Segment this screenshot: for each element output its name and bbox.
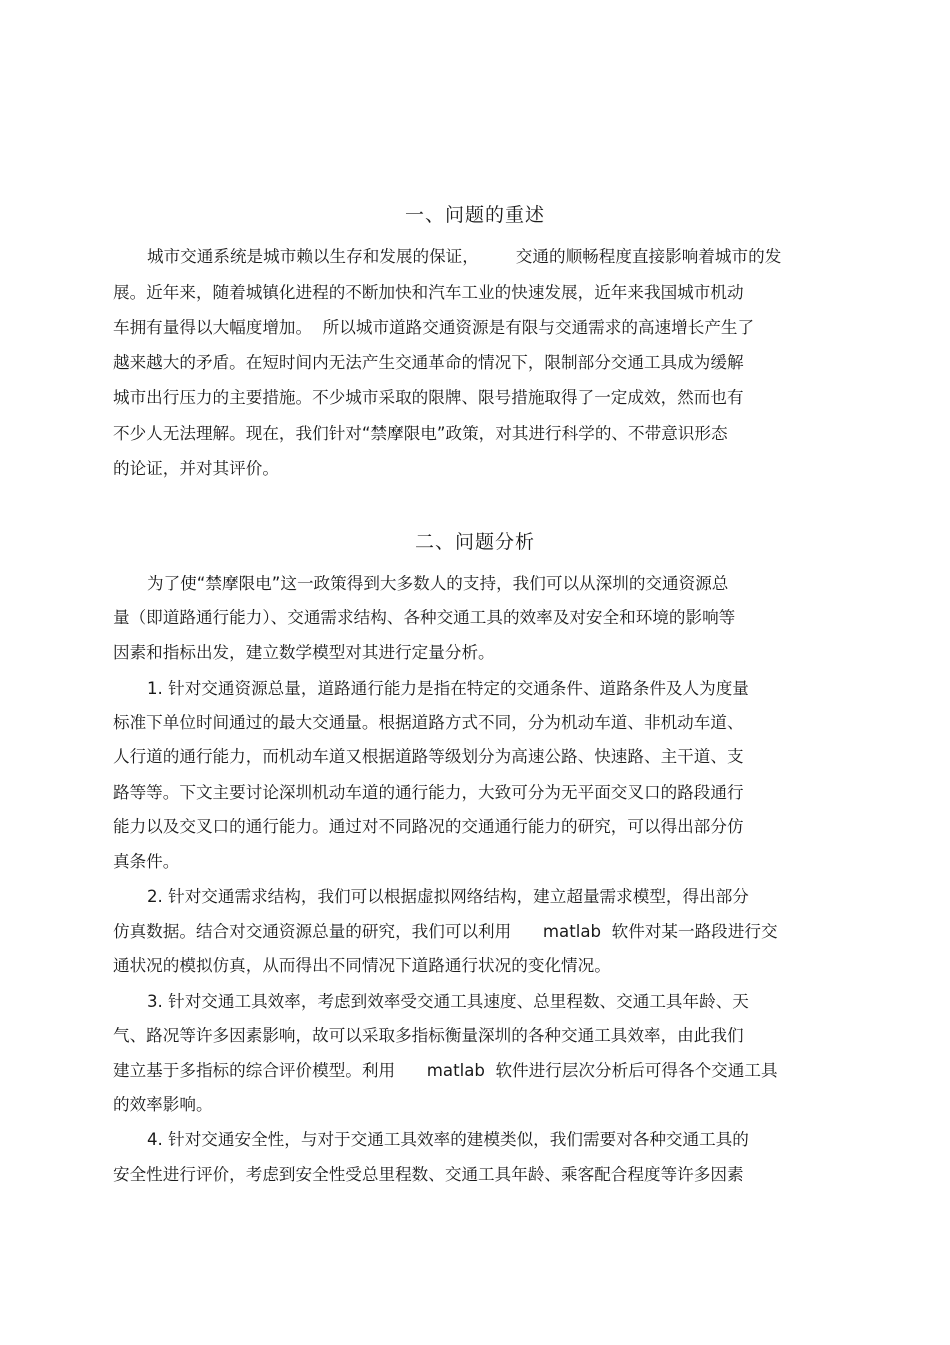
paragraph-line: 建立基于多指标的综合评价模型。利用 matlab 软件进行层次分析后可得各个交通工具: [113, 1061, 778, 1080]
paragraph-line: 标准下单位时间通过的最大交通量。根据道路方式不同，分为机动车道、非机动车道、: [113, 713, 744, 732]
paragraph-line: 车拥有量得以大幅度增加。 所以城市道路交通资源是有限与交通需求的高速增长产生了: [113, 318, 755, 337]
paragraph-line: 因素和指标出发，建立数学模型对其进行定量分析。: [113, 643, 495, 662]
section-heading-analysis: 二、问题分析: [414, 531, 535, 553]
paragraph-line: 安全性进行评价，考虑到安全性受总里程数、交通工具年龄、乘客配合程度等许多因素: [113, 1165, 744, 1184]
paragraph-line: 城市交通系统是城市赖以生存和发展的保证， 交通的顺畅程度直接影响着城市的发: [147, 247, 782, 266]
paragraph-line: 的效率影响。: [113, 1095, 213, 1114]
paragraph-line: 展。近年来，随着城镇化进程的不断加快和汽车工业的快速发展，近年来我国城市机动: [113, 283, 744, 302]
section-heading-restatement: 一、问题的重述: [404, 204, 545, 226]
paragraph-line: 真条件。: [113, 852, 180, 871]
paragraph-line: 通状况的模拟仿真，从而得出不同情况下道路通行状况的变化情况。: [113, 956, 611, 975]
paragraph-line: 气、路况等许多因素影响，故可以采取多指标衡量深圳的各种交通工具效率，由此我们: [113, 1026, 744, 1045]
paragraph-line: 2. 针对交通需求结构，我们可以根据虚拟网络结构，建立超量需求模型，得出部分: [147, 887, 749, 906]
paragraph-line: 仿真数据。结合对交通资源总量的研究，我们可以利用 matlab 软件对某一路段进行交: [113, 922, 778, 941]
paragraph-line: 城市出行压力的主要措施。不少城市采取的限牌、限号措施取得了一定成效，然而也有: [113, 388, 744, 407]
paragraph-line: 4. 针对交通安全性，与对于交通工具效率的建模类似，我们需要对各种交通工具的: [147, 1130, 749, 1149]
paragraph-line: 3. 针对交通工具效率，考虑到效率受交通工具速度、总里程数、交通工具年龄、天: [147, 992, 749, 1011]
paragraph-line: 的论证，并对其评价。: [113, 459, 279, 478]
paragraph-line: 人行道的通行能力，而机动车道又根据道路等级划分为高速公路、快速路、主干道、支: [113, 747, 744, 766]
paragraph-line: 路等等。下文主要讨论深圳机动车道的通行能力，大致可分为无平面交叉口的路段通行: [113, 783, 744, 802]
paragraph-line: 越来越大的矛盾。在短时间内无法产生交通革命的情况下，限制部分交通工具成为缓解: [113, 353, 744, 372]
paragraph-line: 量（即道路通行能力）、交通需求结构、各种交通工具的效率及对安全和环境的影响等: [113, 608, 736, 627]
paragraph-line: 为了使“禁摩限电”这一政策得到大多数人的支持，我们可以从深圳的交通资源总: [147, 574, 729, 593]
paragraph-line: 1. 针对交通资源总量，道路通行能力是指在特定的交通条件、道路条件及人为度量: [147, 679, 749, 698]
paragraph-line: 能力以及交叉口的通行能力。通过对不同路况的交通通行能力的研究，可以得出部分仿: [113, 817, 744, 836]
paragraph-line: 不少人无法理解。现在，我们针对“禁摩限电”政策，对其进行科学的、不带意识形态: [113, 424, 728, 443]
